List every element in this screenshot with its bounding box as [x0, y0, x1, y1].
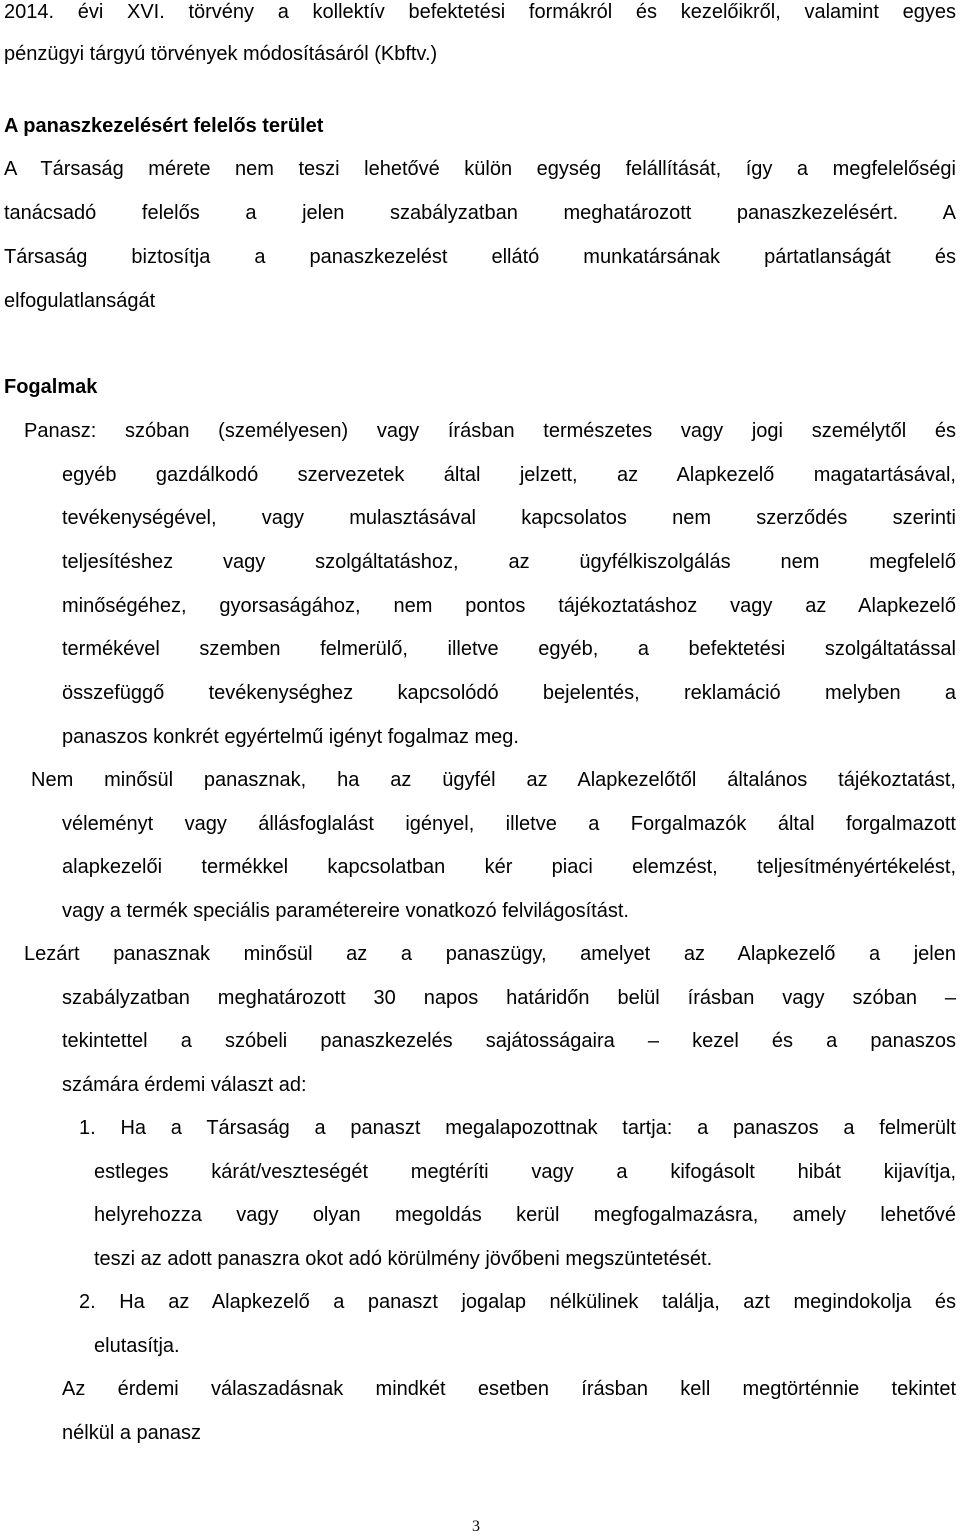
panasz-definition-line: termékével szemben felmerülő, illetve egyéb, a befektetési szolgáltatással — [62, 638, 956, 660]
panasz-definition-line: minőségéhez, gyorsaságához, nem pontos tájékoztatáshoz vagy az Alapkezelő — [62, 595, 956, 617]
panasz-definition-line: teljesítéshez vagy szolgáltatáshoz, az ügyfélkiszolgálás nem megfelelő — [62, 551, 956, 573]
closed-complaint-line: számára érdemi választ ad: — [62, 1074, 307, 1096]
list-item-2-line: elutasítja. — [94, 1335, 180, 1357]
list-item-1-line: helyrehozza vagy olyan megoldás kerül megfogalmazásra, amely lehetővé — [94, 1204, 956, 1226]
panasz-definition-line: Panasz: szóban (személyesen) vagy írásban természetes vagy jogi személytől és — [24, 420, 956, 442]
intro-line-2: pénzügyi tárgyú törvények módosításáról (Kbftv.) — [4, 43, 438, 65]
complaint-area-line: tanácsadó felelős a jelen szabályzatban meghatározott panaszkezelésért. A — [4, 202, 956, 224]
panasz-definition-line: egyéb gazdálkodó szervezetek által jelzett, az Alapkezelő magatartásával, — [62, 464, 956, 486]
list-item-1-line: 1. Ha a Társaság a panaszt megalapozottnak tartja: a panaszos a felmerült — [79, 1117, 956, 1139]
complaint-area-line: Társaság biztosítja a panaszkezelést ellátó munkatársának pártatlanságát és — [4, 246, 956, 268]
final-statement-line: nélkül a panasz — [62, 1422, 201, 1444]
panasz-definition-line: panaszos konkrét egyértelmű igényt fogalmaz meg. — [62, 726, 519, 748]
not-complaint-line: vagy a termék speciális paramétereire vonatkozó felvilágosítást. — [62, 900, 629, 922]
not-complaint-line: Nem minősül panasznak, ha az ügyfél az Alapkezelőtől általános tájékoztatást, — [31, 769, 956, 791]
panasz-definition-line: összefüggő tevékenységhez kapcsolódó bejelentés, reklamáció melyben a — [62, 682, 956, 704]
complaint-area-line: A Társaság mérete nem teszi lehetővé külön egység felállítását, így a megfelelőségi — [4, 158, 956, 180]
panasz-definition-line: tevékenységével, vagy mulasztásával kapcsolatos nem szerződés szerinti — [62, 507, 956, 529]
complaint-area-line: elfogulatlanságát — [4, 290, 156, 312]
not-complaint-line: alapkezelői termékkel kapcsolatban kér piaci elemzést, teljesítményértékelést, — [62, 856, 956, 878]
list-item-1-line: teszi az adott panaszra okot adó körülmény jövőbeni megszüntetését. — [94, 1248, 713, 1270]
closed-complaint-line: Lezárt panasznak minősül az a panaszügy, amelyet az Alapkezelő a jelen — [24, 943, 956, 965]
page-number: 3 — [472, 1518, 480, 1535]
not-complaint-line: véleményt vagy állásfoglalást igényel, illetve a Forgalmazók által forgalmazott — [62, 813, 956, 835]
closed-complaint-line: tekintettel a szóbeli panaszkezelés sajátosságaira – kezel és a panaszos — [62, 1030, 956, 1052]
closed-complaint-line: szabályzatban meghatározott 30 napos határidőn belül írásban vagy szóban – — [62, 987, 956, 1009]
list-item-2-line: 2. Ha az Alapkezelő a panaszt jogalap nélkülinek találja, azt megindokolja és — [79, 1291, 956, 1313]
section-heading-definitions: Fogalmak — [4, 376, 98, 398]
section-heading-complaint-area: A panaszkezelésért felelős terület — [4, 115, 324, 137]
intro-line-1: 2014. évi XVI. törvény a kollektív befektetési formákról és kezelőikről, valamint egyes — [4, 1, 956, 23]
final-statement-line: Az érdemi válaszadásnak mindkét esetben írásban kell megtörténnie tekintet — [62, 1378, 956, 1400]
list-item-1-line: estleges kárát/veszteségét megtéríti vagy a kifogásolt hibát kijavítja, — [94, 1161, 956, 1183]
